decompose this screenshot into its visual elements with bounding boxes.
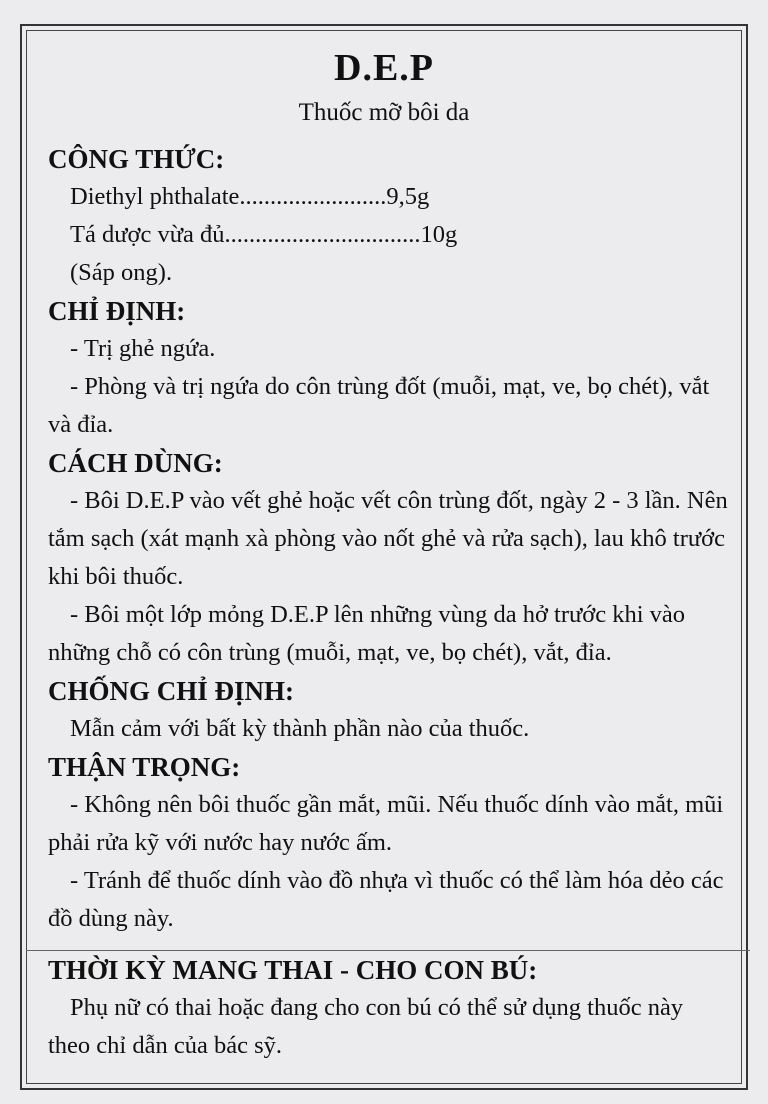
- section-heading: CHỈ ĐỊNH:: [48, 296, 186, 326]
- section-item: - Phòng và trị ngứa do côn trùng đốt (muỗi, mạt, ve, bọ chét), vắt và đỉa.: [48, 373, 710, 438]
- section-item: - Bôi một lớp mỏng D.E.P lên những vùng da hở trước khi vào những chỗ có côn trùng (muỗi, mạt, ve, bọ chét), vắt, đỉa.: [48, 601, 686, 666]
- section-item: - Bôi D.E.P vào vết ghẻ hoặc vết côn trùng đốt, ngày 2 - 3 lần. Nên tắm sạch (xát mạnh xà phòng vào nốt ghẻ và rửa sạch), lau khô trước khi bôi thuốc.: [48, 487, 728, 590]
- section-item: - Không nên bôi thuốc gần mắt, mũi. Nếu thuốc dính vào mắt, mũi phải rửa kỹ với nước hay nước ấm.: [48, 791, 724, 856]
- formula-line: (Sáp ong).: [70, 259, 173, 286]
- section-chi-dinh: [48, 292, 728, 444]
- formula-line: Tá dược vừa đủ................................10g: [70, 221, 458, 248]
- formula-line: Diethyl phthalate........................9,5g: [70, 183, 430, 210]
- section-item: - Trị ghẻ ngứa.: [70, 335, 216, 362]
- section-item: Phụ nữ có thai hoặc đang cho con bú có thể sử dụng thuốc này theo chỉ dẫn của bác sỹ.: [48, 994, 684, 1059]
- section-chong-chi-dinh: [48, 672, 728, 748]
- section-item: Mẫn cảm với bất kỳ thành phần nào của thuốc.: [70, 715, 530, 742]
- product-subtitle: Thuốc mỡ bôi da: [298, 99, 470, 126]
- leaflet-content: [48, 140, 728, 1065]
- section-heading: THỜI KỲ MANG THAI - CHO CON BÚ:: [48, 955, 538, 985]
- section-cong-thuc: [48, 140, 728, 292]
- section-heading: CÔNG THỨC:: [48, 144, 225, 174]
- section-cach-dung: [48, 444, 728, 672]
- section-item: - Tránh để thuốc dính vào đồ nhựa vì thuốc có thể làm hóa dẻo các đồ dùng này.: [48, 867, 724, 932]
- section-than-trong: [48, 748, 728, 938]
- section-heading: CÁCH DÙNG:: [48, 448, 223, 478]
- section-thai-ky: [48, 951, 728, 1065]
- section-heading: THẬN TRỌNG:: [48, 752, 241, 782]
- section-heading: CHỐNG CHỈ ĐỊNH:: [48, 676, 295, 706]
- product-title: D.E.P: [334, 47, 434, 89]
